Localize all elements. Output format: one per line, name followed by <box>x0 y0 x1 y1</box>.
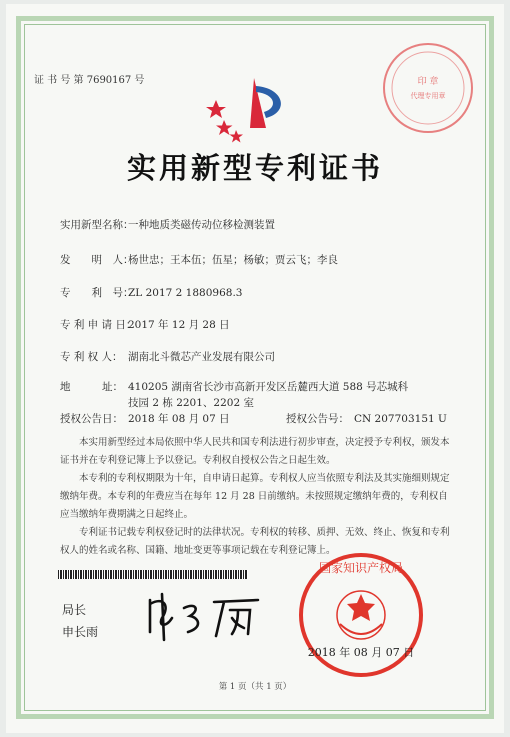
field-value-name: 一种地质类磁传动位移检测装置 <box>128 219 275 231</box>
field-value-patent-no: ZL 2017 2 1880968.3 <box>128 287 243 299</box>
field-label-name: 实用新型名称： <box>60 219 134 231</box>
field-label-patentee: 专 利 权 人： <box>60 351 123 363</box>
field-value-address: 410205 湖南省长沙市高新开发区岳麓西大道 588 号芯城科 <box>128 381 409 393</box>
announcement-no-label: 授权公告号： <box>286 413 349 425</box>
statement-paragraph: 本实用新型经过本局依照中华人民共和国专利法进行初步审查，决定授予专利权，颁发本证书并在专利登记簿上予以登记。专利权自授权公告之日起生效。 <box>60 437 450 466</box>
announcement-date-label: 授权公告日： <box>60 413 123 425</box>
field-label-patent-no: 专 利 号： <box>60 287 134 299</box>
statement-paragraph: 本专利的专利权期限为十年，自申请日起算。专利权人应当依照专利法及其实施细则规定缴纳年费。本专利的年费应当在每年 12 月 28 日前缴纳。未按照规定缴纳年费的，专利权自应当缴纳年费期满之日起终止。 <box>60 473 450 520</box>
field-label-filing-date: 专 利 申 请 日： <box>60 319 137 331</box>
field-label-address: 地 址： <box>60 381 123 393</box>
handwritten-signature <box>140 588 270 644</box>
svg-text:代理专用章: 代理专用章 <box>410 92 446 100</box>
svg-text:印 章: 印 章 <box>417 77 439 87</box>
field-value-patentee: 湖南北斗微芯产业发展有限公司 <box>128 351 275 363</box>
page-footer: 第 1 页（共 1 页） <box>218 682 292 692</box>
signature-name: 申长雨 <box>62 625 99 639</box>
certificate-statement <box>60 434 452 560</box>
svg-text:国家知识产权局: 国家知识产权局 <box>318 561 404 575</box>
certificate-number: 证 书 号 第 7690167 号 <box>34 75 145 86</box>
field-value-address-line2: 技园 2 栋 2201、2202 室 <box>128 397 254 409</box>
seal-date: 2018 年 08 月 07 日 <box>307 646 415 659</box>
signature-title: 局长 <box>62 603 87 617</box>
field-value-inventors: 杨世忠；王本伍；伍星；杨敏；贾云飞；李良 <box>128 254 338 266</box>
barcode <box>58 570 248 579</box>
official-seal <box>296 550 426 680</box>
patent-office-logo-icon <box>206 72 298 144</box>
certificate-title: 实用新型专利证书 <box>126 151 383 185</box>
announcement-date-value: 2018 年 08 月 07 日 <box>128 413 230 425</box>
field-label-inventors: 发 明 人： <box>60 254 134 266</box>
corner-stamp <box>380 40 476 136</box>
announcement-no-value: CN 207703151 U <box>354 413 447 425</box>
statement-paragraph: 专利证书记载专利权登记时的法律状况。专利权的转移、质押、无效、终止、恢复和专利权人的姓名或名称、国籍、地址变更等事项记载在专利登记簿上。 <box>60 527 450 556</box>
field-value-filing-date: 2017 年 12 月 28 日 <box>128 319 230 331</box>
